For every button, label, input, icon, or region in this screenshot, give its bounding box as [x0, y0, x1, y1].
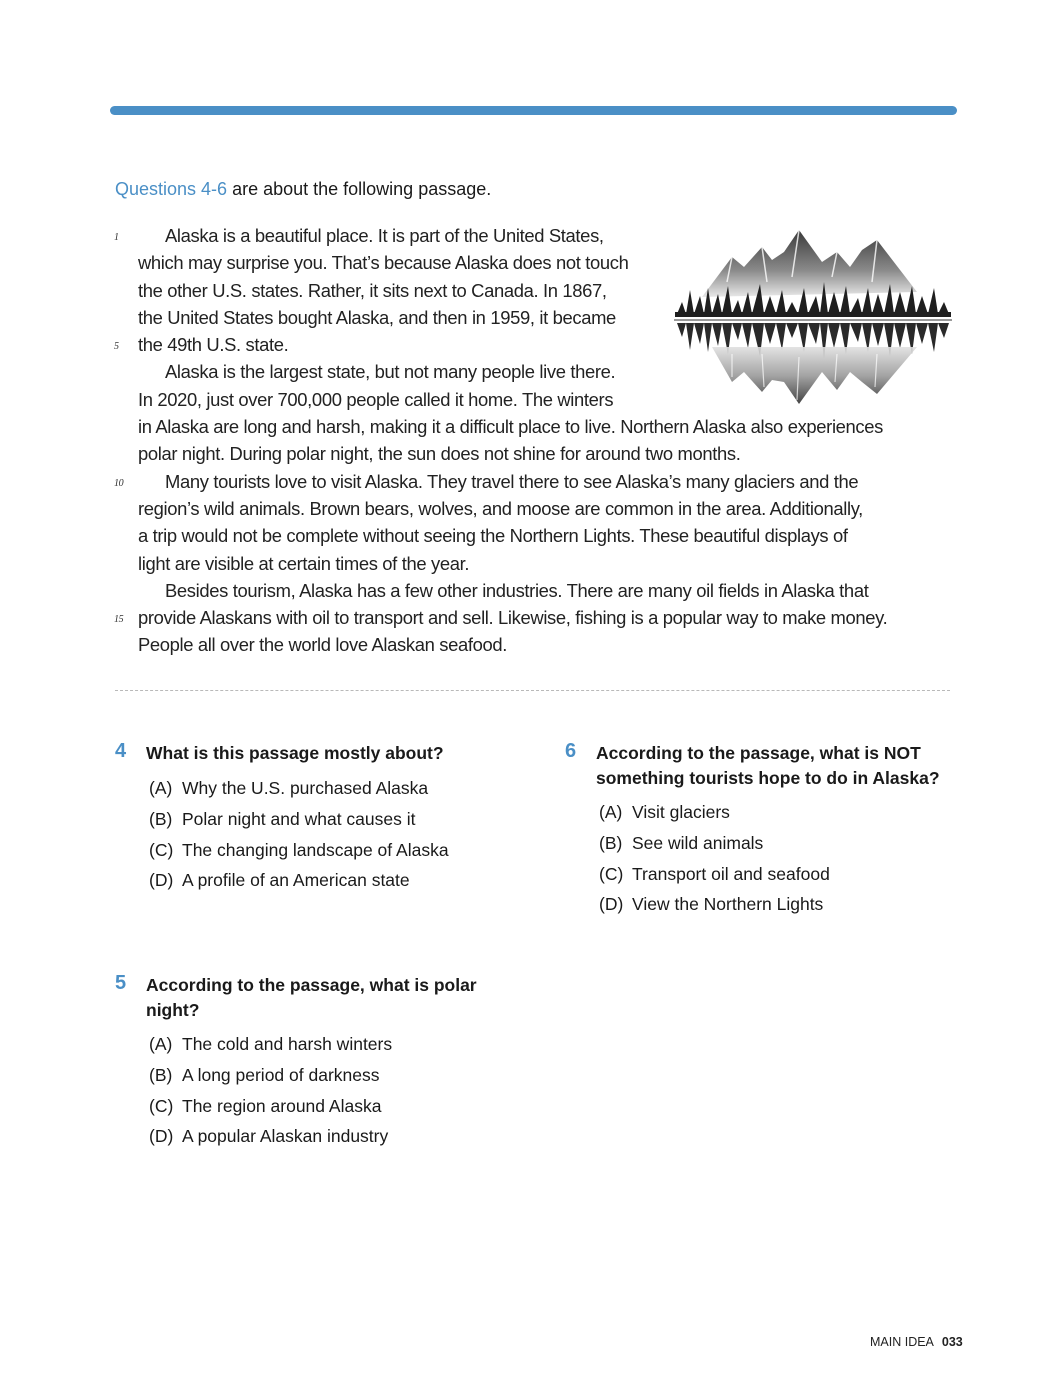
answer-option-a[interactable]: (A) The cold and harsh winters	[149, 1034, 393, 1054]
line-number: 10	[114, 477, 124, 489]
line-number: 15	[114, 614, 124, 626]
page-footer	[870, 1335, 963, 1349]
mountain-lake-illustration	[672, 222, 954, 407]
question-5	[115, 973, 525, 1153]
question-6	[565, 741, 985, 921]
question-stem: According to the passage, what is NOT something tourists hope to do in Alaska?	[596, 743, 940, 788]
answer-option-d[interactable]: (D) View the Northern Lights	[599, 894, 824, 915]
question-4	[115, 741, 515, 901]
answer-option-a[interactable]: (A) Why the U.S. purchased Alaska	[149, 778, 429, 798]
answer-option-b[interactable]: (B) Polar night and what causes it	[149, 808, 416, 829]
passage-line: Besides tourism, Alaska has a few other industries. There are many oil fields in Alaska that	[165, 579, 869, 601]
question-number: 5	[115, 972, 127, 994]
question-number: 6	[565, 740, 577, 762]
passage-line: 5 the 49th U.S. state.	[138, 331, 948, 358]
header-accent-bar	[110, 106, 957, 115]
answer-options	[149, 1029, 392, 1152]
section-label: MAIN IDEA	[870, 1335, 934, 1349]
passage-line: Alaska is the largest state, but not many people live there.	[165, 361, 616, 383]
passage-line: polar night. During polar night, the sun does not shine for around two months.	[138, 443, 741, 465]
passage-intro	[115, 179, 491, 200]
intro-text: are about the following passage.	[227, 179, 492, 199]
answer-option-c[interactable]: (C) Transport oil and seafood	[599, 863, 830, 884]
answer-options	[149, 773, 449, 896]
page-number: 033	[941, 1335, 963, 1349]
line-number: 5	[114, 341, 119, 353]
passage-line: light are visible at certain times of the year.	[138, 552, 470, 574]
answer-options	[599, 797, 830, 920]
passage-line: People all over the world love Alaskan seafood.	[138, 634, 507, 656]
answer-option-d[interactable]: (D) A profile of an American state	[149, 870, 410, 891]
section-divider	[115, 690, 950, 691]
answer-option-c[interactable]: (C) The region around Alaska	[149, 1095, 382, 1116]
line-number: 1	[114, 232, 119, 243]
questions-range: Questions 4-6	[115, 179, 228, 199]
passage-line: which may surprise you. That’s because Alaska does not touch	[138, 252, 629, 274]
passage-line: 10 Many tourists love to visit Alaska. They travel there to see Alaska’s many glaciers and the	[138, 468, 948, 495]
passage-line: In 2020, just over 700,000 people called it home. The winters	[138, 388, 614, 410]
answer-option-c[interactable]: (C) The changing landscape of Alaska	[149, 839, 449, 860]
question-stem: What is this passage mostly about?	[146, 743, 444, 763]
passage-line: the United States bought Alaska, and then in 1959, it became	[138, 306, 616, 328]
passage-line: a trip would not be complete without seeing the Northern Lights. These beautiful displays of	[138, 525, 848, 547]
passage-line: in Alaska are long and harsh, making it a difficult place to live. Northern Alaska also experiences	[138, 416, 884, 438]
answer-option-d[interactable]: (D) A popular Alaskan industry	[149, 1126, 389, 1147]
answer-option-a[interactable]: (A) Visit glaciers	[599, 802, 730, 822]
answer-option-b[interactable]: (B) A long period of darkness	[149, 1064, 380, 1085]
mountain-reflection-icon	[672, 222, 954, 407]
passage-line: 15 provide Alaskans with oil to transport and sell. Likewise, fishing is a popular way to make money.	[138, 604, 948, 631]
passage-line: region’s wild animals. Brown bears, wolves, and moose are common in the area. Additionally,	[138, 497, 863, 519]
question-number: 4	[115, 740, 127, 762]
question-stem: According to the passage, what is polar night?	[146, 975, 477, 1020]
answer-option-b[interactable]: (B) See wild animals	[599, 832, 764, 853]
passage-line: 1 Alaska is a beautiful place. It is part of the United States,	[138, 222, 948, 249]
passage-line: the other U.S. states. Rather, it sits next to Canada. In 1867,	[138, 279, 607, 301]
